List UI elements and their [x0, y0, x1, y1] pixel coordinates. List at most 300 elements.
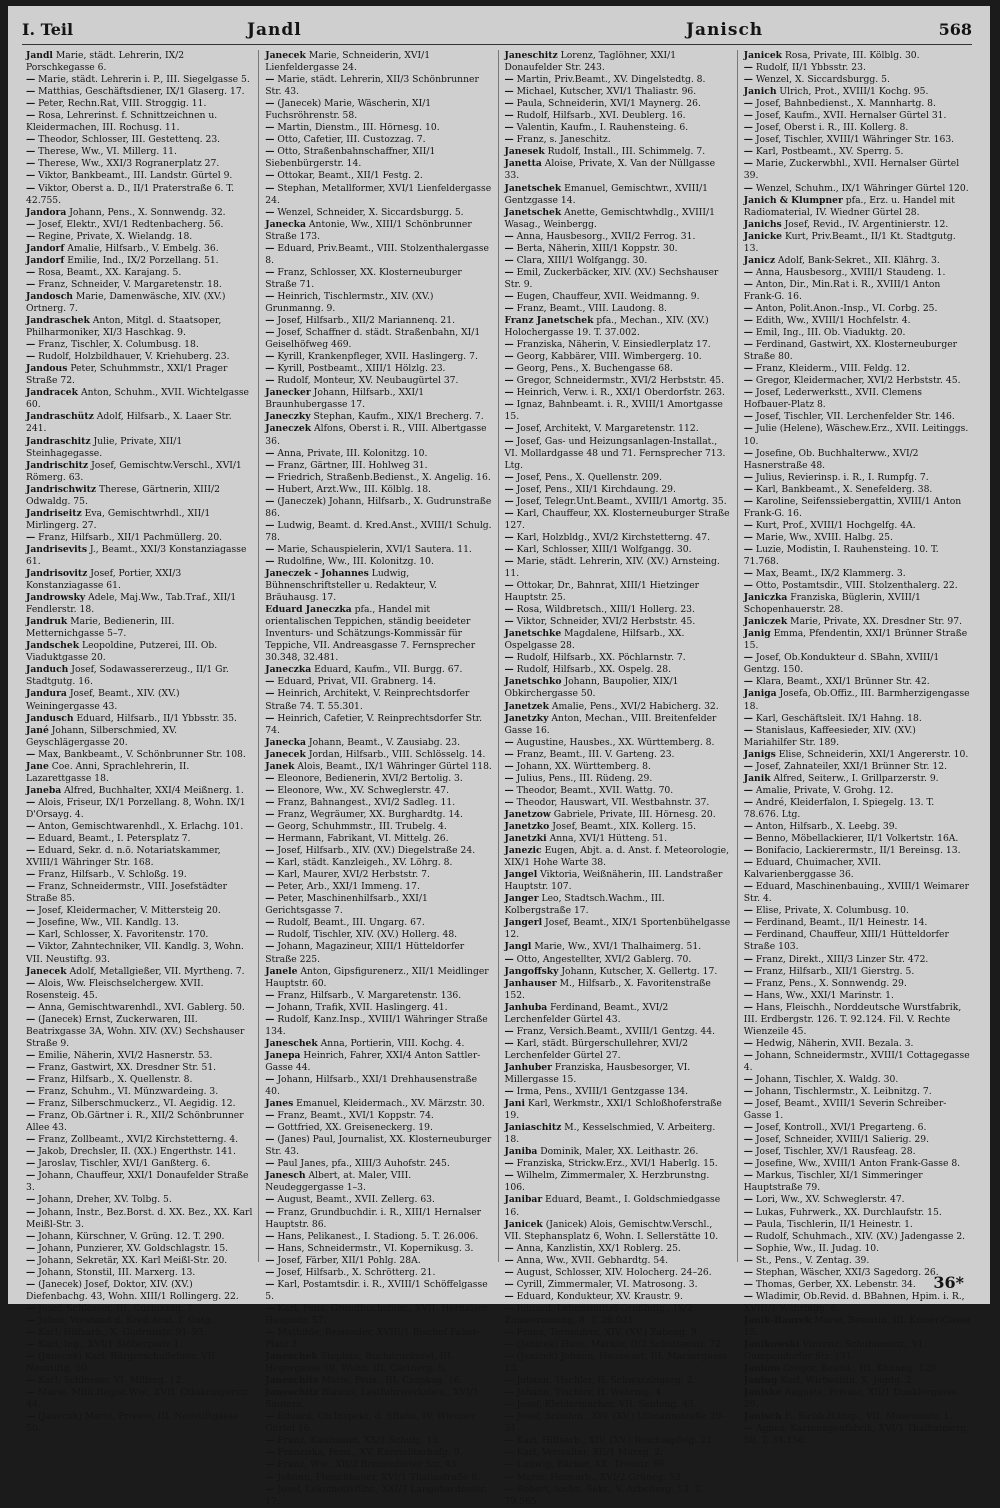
directory-entry — [265, 1231, 492, 1243]
entry-details: Franz, Ob.Gärtner i. R., XII/2 Schönbrunner Allee 43. — [26, 1110, 244, 1134]
directory-entry — [26, 532, 253, 544]
entry-surname: Jandriseitz — [26, 507, 82, 519]
directory-entry — [265, 472, 492, 484]
directory-entry — [265, 833, 492, 845]
directory-entry — [505, 484, 732, 496]
entry-surname: — — [743, 423, 753, 435]
entry-surname: Janetta — [504, 158, 542, 170]
directory-entry — [26, 158, 253, 170]
entry-surname: — — [26, 351, 36, 363]
entry-surname: — — [504, 1411, 514, 1423]
entry-details: Hans, Ww., XXI/1 Marinstr. 1. — [755, 989, 894, 1001]
entry-surname: — — [504, 1302, 514, 1314]
entry-details: Therese, Ww., XXI/3 Rogranerplatz 27. — [38, 158, 220, 170]
entry-details: Karl, Bankbeamt., X. Senefelderg. 38. — [755, 483, 933, 495]
directory-entry — [744, 62, 971, 74]
entry-details: Peter, Schuhmmstr., XXI/1 Prager Straße 72. — [26, 363, 228, 387]
directory-entry — [265, 134, 492, 146]
entry-surname: Janhauser — [504, 977, 557, 989]
directory-entry — [265, 688, 492, 712]
entry-details: Franziska, Strickw.Erz., XVI/1 Haberlg. 15. — [516, 1158, 718, 1170]
entry-surname: Janicek — [504, 1218, 543, 1230]
directory-entry — [265, 183, 492, 207]
entry-details: Johann, Pens., X. Sonnwendg. 32. — [69, 206, 226, 218]
entry-surname: — — [743, 543, 753, 555]
entry-details: Theodor, Beamt., XVII. Wattg. 70. — [516, 784, 674, 796]
entry-surname: — — [504, 760, 514, 772]
directory-entry — [744, 616, 971, 628]
directory-entry — [505, 1351, 732, 1375]
entry-surname: — — [265, 182, 275, 194]
entry-surname: — — [265, 327, 275, 339]
entry-surname: — — [504, 531, 514, 543]
entry-surname: Janetzow — [504, 808, 551, 820]
entry-surname: — — [265, 821, 275, 832]
entry-surname: — — [26, 1098, 36, 1110]
directory-entry — [505, 917, 732, 941]
entry-details: Eugen, Chauffeur, XVII. Weidmanng. 9. — [516, 290, 700, 302]
directory-entry — [505, 158, 732, 182]
entry-surname: — — [504, 1025, 514, 1037]
directory-entry — [505, 399, 732, 423]
entry-details: Josef, Schlosser, III. Custozzag. 7. — [38, 1302, 196, 1314]
entry-surname: — — [743, 302, 753, 314]
entry-details: (Janecek) Ernst, Zuckerwaren, III. Beatrixgasse 3A, Wohn. XIV. (XV.) Sechshauser Straße 9. — [26, 1013, 245, 1049]
entry-surname: — — [26, 1158, 36, 1170]
entry-details: Franz, Zollbeamt., XVI/2 Kirchstetterng. 4. — [38, 1134, 239, 1146]
entry-details: Theodor, Hauswart, VII. Westbahnstr. 37. — [516, 796, 710, 808]
directory-entry — [26, 484, 253, 508]
entry-surname: — — [26, 1230, 36, 1242]
entry-surname: — — [265, 483, 275, 495]
entry-details: Ludwig, Beamt. d. Kred.Anst., XVIII/1 Schulg. 78. — [265, 519, 492, 543]
entry-surname: — — [743, 387, 753, 399]
entry-surname: — — [26, 881, 36, 893]
entry-surname: Jandraschütz — [26, 411, 94, 423]
entry-details: Eduard, Sekr. d. n.ö. Notariatskammer, XVIII/1 Währinger Str. 168. — [26, 845, 221, 869]
entry-surname: — — [743, 652, 753, 664]
entry-details: Jaroslav, Tischler, XVI/1 Ganßterg. 6. — [38, 1158, 211, 1170]
directory-entry — [505, 773, 732, 785]
entry-surname: Janger — [504, 893, 539, 905]
entry-surname: — — [504, 1435, 514, 1447]
entry-details: Karl, Schlosser, XIII/1 Wolfgangg. 30. — [516, 543, 692, 555]
entry-surname: — — [504, 1242, 514, 1254]
entry-details: Robert, techn. Sekr., V. Arbeiterg. 13. T. 79.565. — [504, 1483, 703, 1507]
page-header — [22, 16, 972, 45]
directory-entry — [505, 701, 732, 713]
directory-entry — [265, 857, 492, 869]
entry-details: Franz, Gastwirt, XX. Dresdner Str. 51. — [38, 1061, 217, 1073]
directory-entry — [265, 1170, 492, 1194]
directory-entry — [265, 122, 492, 134]
directory-entry — [265, 1327, 492, 1351]
entry-details: Matthias, Geschäftsdiener, IX/1 Glaserg. 17. — [38, 86, 245, 98]
entry-surname: Janiom — [743, 1363, 781, 1375]
entry-details: André, Kleiderfalon, I. Spiegelg. 13. T. 78.676. Ltg. — [743, 796, 935, 820]
entry-surname: — — [265, 676, 275, 688]
entry-surname: Janezic — [504, 845, 542, 857]
directory-entry — [26, 821, 253, 833]
entry-details: Marie, Heimarb., XVI/2 Grüneg. 53. — [516, 1471, 684, 1483]
directory-entry — [505, 243, 732, 255]
entry-details: Ignaz, Bahnbeamt. i. R., XVIII/1 Amortgasse 15. — [504, 399, 723, 423]
directory-entry — [265, 881, 492, 893]
entry-details: Elise, Private, X. Columbusg. 10. — [755, 905, 909, 917]
entry-details: Anton, Hilfsarb., X. Leebg. 39. — [755, 821, 898, 832]
entry-surname: — — [26, 1242, 36, 1254]
entry-surname: — — [26, 531, 36, 543]
entry-surname: — — [743, 1086, 753, 1098]
entry-details: Franz, Hilfsarb., XII/1 Pachmüllerg. 20. — [38, 531, 223, 543]
directory-entry — [26, 941, 253, 965]
directory-entry — [26, 544, 253, 568]
entry-surname: — — [265, 1073, 275, 1085]
entry-surname: — — [743, 1423, 753, 1435]
directory-entry — [26, 183, 253, 207]
directory-entry — [26, 207, 253, 219]
entry-surname: Janeschitz — [504, 50, 558, 61]
entry-surname: Janetschko — [504, 676, 562, 688]
entry-details: Franziska, Büglerin, XVIII/1 Schopenhauerstr. 28. — [743, 592, 921, 616]
entry-details: Franz, Ternindrer, XIV. (XV.) Zabeng. 9. — [516, 1326, 700, 1338]
entry-details: Eduard, Beamt., I. Goldschmiedgasse 16. — [504, 1194, 721, 1218]
entry-details: Kurt, Prof., XVIII/1 Hochgelfg. 4A. — [755, 519, 916, 531]
entry-details: Johann, Kutscher, X. Gellertg. 17. — [561, 965, 718, 977]
entry-surname: — — [743, 1037, 753, 1049]
directory-entry — [505, 1399, 732, 1411]
entry-surname: Janele — [265, 965, 298, 977]
entry-details: Karl, Hilfsarb., X. Gudrunstr. 91–93. — [38, 1326, 207, 1338]
entry-surname: — — [504, 1326, 514, 1338]
directory-entry — [26, 664, 253, 688]
entry-surname: — — [265, 1001, 275, 1013]
entry-surname: Janduch — [26, 664, 69, 676]
entry-surname: — — [26, 941, 36, 953]
directory-entry — [505, 231, 732, 243]
entry-surname: Janeczek — [265, 423, 312, 435]
entry-details: Coe. Anni, Sprachlehrerin, II. Lazarettgasse 18. — [26, 760, 190, 784]
entry-surname: Janeczka — [265, 664, 312, 676]
entry-details: Emma, Pfendentin, XXI/1 Brünner Straße 15. — [743, 628, 968, 652]
entry-details: Gregor, Schneidermstr., XVI/2 Herbststr. 45. — [516, 375, 725, 387]
entry-details: Marie, Ww., XVIII. Halbg. 25. — [755, 531, 893, 543]
directory-entry — [26, 966, 253, 978]
entry-surname: — — [265, 122, 275, 134]
directory-entry — [505, 1411, 732, 1435]
entry-details: Martin, Dienstm., III. Hörnesg. 10. — [277, 122, 440, 134]
directory-entry — [26, 1351, 253, 1375]
entry-details: Marie, städt. Lehrerin, XII/3 Schönbrunner Str. 43. — [265, 74, 479, 98]
entry-surname: Jandous — [26, 363, 68, 375]
entry-surname: — — [26, 1254, 36, 1266]
directory-entry — [505, 1387, 732, 1399]
entry-details: Mathilde, Reisender, XVIII/1 Bischof Faber-Platz 3. — [265, 1326, 481, 1351]
entry-details: Georg, Pens., X. Buchengasse 68. — [516, 363, 673, 375]
directory-entry — [26, 592, 253, 616]
directory-entry — [26, 761, 253, 785]
entry-details: Eleonore, Bedienerin, XVI/2 Bertolig. 3. — [277, 772, 463, 784]
entry-details: Martin, Priv.Beamt., XV. Dingelstedtg. 8. — [516, 74, 706, 86]
entry-details: Johann, Hilfsarb., XXI/1 Drehhausenstraße 40. — [265, 1073, 478, 1098]
entry-surname: — — [265, 375, 275, 387]
directory-entry — [26, 98, 253, 110]
entry-surname: — — [504, 242, 514, 254]
entry-surname: — — [743, 1001, 753, 1013]
entry-details: Johann, Tischler, II. Schwarzingerg. 2. — [516, 1375, 696, 1387]
entry-surname: — — [743, 965, 753, 977]
entry-details: Josef, Pens., X. Quellenstr. 209. — [516, 471, 663, 483]
entry-details: Ottokar, Beamt., XII/1 Festg. 2. — [277, 170, 423, 182]
entry-surname: — — [265, 881, 275, 893]
entry-surname: — — [743, 363, 753, 375]
entry-details: Stephan, Kaufm., XIX/1 Brecherg. 7. — [313, 411, 484, 423]
entry-surname: Janik-Baurek — [743, 1314, 812, 1326]
entry-details: Alois, Ww. Fleischselchergew. XVII. Rosensteig. 45. — [26, 977, 204, 1001]
header-left-guide-word: Jandl — [247, 20, 302, 40]
directory-entry — [265, 411, 492, 423]
entry-surname: — — [26, 1387, 36, 1399]
directory-entry — [505, 1279, 732, 1291]
entry-surname: — — [265, 351, 275, 363]
entry-details: Ludwig, Bühnenschriftsteller u. Redakteur, V. Bräuhausg. 17. — [265, 568, 438, 604]
directory-entry — [505, 122, 732, 134]
entry-surname: — — [265, 74, 275, 86]
entry-details: Josef, Kontroll., XVI/1 Pregarteng. 6. — [755, 1122, 927, 1134]
entry-surname: — — [265, 772, 275, 784]
entry-details: Anna, Hausbesorg., XVIII/1 Staudeng. 1. — [755, 266, 946, 278]
entry-surname: Jandorf — [26, 254, 65, 266]
entry-surname: — — [265, 941, 275, 953]
entry-details: Karl, Holzbldg., XVI/2 Kirchstetterng. 47. — [516, 531, 711, 543]
entry-surname: — — [265, 363, 275, 375]
directory-entry — [26, 1387, 253, 1411]
entry-surname: — — [743, 531, 753, 543]
directory-entry — [505, 676, 732, 700]
entry-details: Elise, Schneiderin, XXI/1 Angererstr. 10. — [778, 748, 969, 760]
part-label: I. Teil — [22, 20, 74, 39]
directory-entry — [505, 1255, 732, 1267]
entry-details: Anna, Hausbesorg., XVII/2 Ferrog. 31. — [516, 230, 696, 242]
entry-details: Karl, Schlosser, VI. Millerg. 12. — [38, 1375, 185, 1387]
entry-details: Anton, Mitgl. d. Staatsoper, Philharmoniker, XI/3 Haschkag. 9. — [26, 315, 222, 339]
entry-details: Johann, Instr., Bez.Borst. d. XX. Bez., XX. Karl Meißl-Str. 3. — [26, 1206, 253, 1230]
entry-surname: Janepa — [265, 1049, 301, 1061]
entry-surname: — — [743, 1194, 753, 1206]
entry-surname: — — [26, 230, 36, 242]
entry-surname: — — [743, 495, 753, 507]
entry-details: Georg, Kabbärer, VIII. Wimbergerg. 10. — [516, 351, 702, 363]
entry-details: (Janicek) Alois, Gemischtw.Verschl., VII. Stephansplatz 6, Wohn. I. Sellerstätte 10. — [504, 1218, 719, 1242]
entry-details: Anna, Ww., XVII. Gebhardtg. 54. — [516, 1254, 668, 1266]
directory-entry — [26, 170, 253, 182]
directory-entry — [505, 1243, 732, 1255]
entry-details: Hermann, Fabrikant, VI. Mittelg. 26. — [277, 833, 449, 845]
entry-details: Josefa, Ob.Offiz., III. Barmherzigengasse 18. — [743, 688, 970, 712]
directory-entry — [505, 303, 732, 315]
directory-entry — [265, 1459, 492, 1471]
entry-surname: Jandracek — [26, 387, 79, 399]
directory-entry — [505, 98, 732, 110]
directory-entry — [265, 845, 492, 857]
entry-surname: — — [743, 519, 753, 531]
entry-surname: — — [504, 423, 514, 435]
entry-surname: Jandruk — [26, 616, 68, 628]
directory-entry — [744, 279, 971, 303]
entry-surname: — — [743, 158, 753, 170]
entry-surname: — — [743, 580, 753, 592]
entry-surname: Janesek — [504, 146, 545, 158]
directory-entry — [744, 1375, 971, 1387]
directory-entry — [265, 544, 492, 556]
entry-details: Viktor, Schneider, XVI/2 Herbststr. 45. — [516, 616, 696, 628]
entry-surname: — — [504, 495, 514, 507]
directory-entry — [744, 1339, 971, 1363]
entry-details: Josef, Tischler, VII. Lerchenfelder Str. 146. — [755, 411, 955, 423]
entry-details: Ferdinand, Beamt., II/1 Heinestr. 14. — [755, 917, 928, 929]
directory-entry — [744, 520, 971, 532]
entry-details: Amalie, Pens., XVI/2 Habicherg. 32. — [551, 700, 719, 712]
directory-entry — [744, 134, 971, 146]
directory-entry — [505, 544, 732, 556]
entry-surname: Jandrischitz — [26, 459, 89, 471]
entry-surname: — — [265, 266, 275, 278]
directory-entry — [744, 472, 971, 484]
directory-entry — [26, 1375, 253, 1387]
entry-details: Markus, Tischler, XI/1 Simmeringer Hauptstraße 79. — [743, 1170, 923, 1194]
directory-entry — [505, 628, 732, 652]
entry-details: Irma, Pens., XVIII/1 Gentzgasse 134. — [516, 1086, 689, 1098]
entry-details: Karl, städt. Kanzleigeh., XV. Löhrg. 8. — [277, 857, 453, 869]
entry-surname: — — [504, 580, 514, 592]
entry-details: Paul Janes, pfa., XIII/3 Auhofstr. 245. — [277, 1158, 450, 1170]
entry-details: Karl, Ing., XVI/1 Stöberplatz 1. — [38, 1339, 183, 1351]
directory-entry — [265, 664, 492, 676]
entry-details: Josefine, Ww., XVIII/1 Anton Frank-Gasse 8. — [755, 1158, 961, 1170]
entry-surname: — — [743, 471, 753, 483]
entry-details: Franz, Beamt., VIII. Laudong. 8. — [516, 302, 667, 314]
entry-surname: — — [504, 351, 514, 363]
entry-surname: — — [26, 218, 36, 230]
directory-entry — [26, 845, 253, 869]
entry-surname: — — [743, 1146, 753, 1158]
entry-surname: — — [743, 1254, 753, 1266]
entry-surname: — — [743, 327, 753, 339]
entry-surname: Janiaschitz — [504, 1122, 562, 1134]
entry-details: Eduard, Maschinenbauing., XVIII/1 Weimarer Str. 4. — [743, 881, 970, 905]
directory-entry — [26, 50, 253, 74]
entry-details: (Janecek) Marie, Wäscherin, XI/1 Fuchsröhrenstr. 58. — [265, 98, 432, 122]
directory-entry — [265, 1134, 492, 1158]
directory-entry — [26, 833, 253, 845]
entry-surname: Janiske — [743, 1387, 782, 1399]
directory-entry — [265, 363, 492, 375]
entry-surname: Jandraschek — [26, 315, 90, 327]
entry-details: Marie, Pens., III. Czapkag. 16. — [321, 1375, 463, 1387]
entry-surname: Jandosch — [26, 290, 73, 302]
directory-entry — [744, 1411, 971, 1423]
entry-details: Michael, Kutscher, XVI/1 Thaliastr. 96. — [516, 86, 697, 98]
entry-details: Franz, Kaufmann, XX/1 Schulg. 15. — [277, 1435, 442, 1447]
directory-entry — [744, 195, 971, 219]
directory-entry — [265, 990, 492, 1002]
entry-details: Therese, Gärtnerin, XIII/2 Odwaldg. 75. — [26, 483, 220, 507]
directory-entry — [505, 387, 732, 399]
entry-details: Ludwig, Bäcker, XX. Treustr. 66. — [516, 1459, 668, 1471]
directory-entry — [265, 556, 492, 568]
entry-surname: Janikowski — [743, 1339, 800, 1351]
directory-entry — [505, 616, 732, 628]
directory-entry — [505, 1002, 732, 1026]
directory-entry — [744, 146, 971, 158]
directory-entry — [265, 484, 492, 496]
entry-surname: — — [504, 953, 514, 965]
directory-entry — [744, 1050, 971, 1074]
entry-surname: Jandrowsky — [26, 592, 86, 604]
entry-surname: — — [265, 1483, 275, 1495]
entry-surname: — — [265, 1134, 275, 1146]
entry-surname: — — [743, 1170, 753, 1182]
entry-surname: Janigs — [743, 748, 776, 760]
entry-surname: — — [26, 929, 36, 941]
entry-details: Ferdinand, Chauffeur, XIII/1 Hütteldorfer Straße 103. — [743, 929, 949, 953]
directory-entry — [744, 821, 971, 833]
entry-details: Josef, Gas- und Heizungsanlagen-Installat., VI. Mollardgasse 48 und 71. Fernsprecher 713. Ltg. — [504, 435, 726, 471]
entry-surname: — — [504, 302, 514, 314]
entry-details: Franz, Silberschmuckerz., VI. Aegidig. 12. — [38, 1098, 236, 1110]
entry-surname: — — [26, 110, 36, 122]
directory-column-3 — [504, 50, 738, 1507]
directory-entry — [26, 1014, 253, 1050]
directory-entry — [744, 954, 971, 966]
entry-surname: — — [504, 122, 514, 134]
directory-entry — [26, 688, 253, 712]
directory-entry — [26, 86, 253, 98]
entry-details: Gabriele, Private, III. Hörnesg. 20. — [553, 808, 716, 820]
entry-surname: — — [265, 242, 275, 254]
directory-entry — [265, 1014, 492, 1038]
entry-surname: — — [504, 1447, 514, 1459]
entry-details: Johann, Dreher, XV. Tolbg. 5. — [38, 1194, 172, 1206]
directory-entry — [744, 158, 971, 182]
directory-entry — [26, 1207, 253, 1231]
entry-details: Jordan, Hilfsarb., VIII. Schlösselg. 14. — [308, 748, 486, 760]
entry-surname: — — [504, 772, 514, 784]
entry-surname: — — [743, 122, 753, 134]
entry-surname: — — [743, 953, 753, 965]
entry-surname: — — [504, 1459, 514, 1471]
directory-columns — [26, 50, 976, 1507]
entry-details: Karl, Geschäftsleit. IX/1 Hahng. 18. — [755, 712, 922, 724]
entry-details: Kyrill, Postbeamt., XIII/1 Hölzlg. 23. — [277, 363, 446, 375]
entry-details: Marie, Zuckerwbhl., XVII. Hernalser Gürtel 39. — [743, 158, 960, 182]
directory-entry — [744, 375, 971, 387]
directory-entry — [26, 255, 253, 267]
directory-entry — [744, 966, 971, 978]
entry-details: Franz, Schlosser, XX. Klosterneuburger Straße 71. — [265, 266, 462, 290]
entry-details: Josef, Gemischtw.Verschl., XVI/1 Römerg. 63. — [26, 459, 242, 483]
entry-details: Berta, Näherin, XIII/1 Koppstr. 30. — [516, 242, 678, 254]
directory-entry — [265, 1050, 492, 1074]
entry-surname: — — [26, 1061, 36, 1073]
directory-entry — [265, 423, 492, 447]
entry-surname: — — [504, 1471, 514, 1483]
directory-entry — [26, 508, 253, 532]
entry-details: Amalie, Hilfsarb., V. Embelg. 36. — [67, 242, 219, 254]
directory-entry — [26, 725, 253, 749]
entry-surname: Janeschek — [265, 1037, 318, 1049]
entry-details: (Janecek) Josef, Doktor, XIV. (XV.) Diefenbachg. 43, Wohn. XIII/1 Rollingerg. 22. — [26, 1278, 239, 1302]
